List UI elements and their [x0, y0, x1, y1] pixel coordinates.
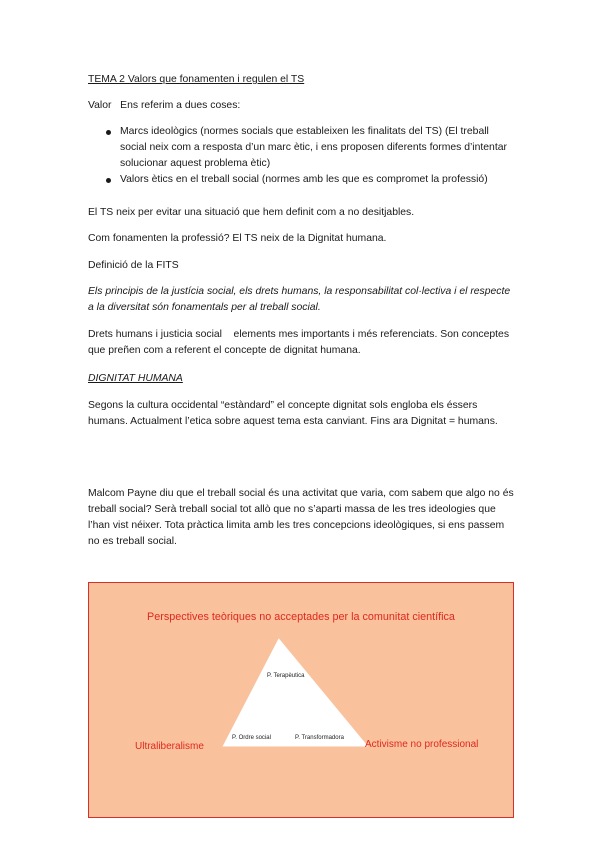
valor-text: Ens referim a dues coses: — [120, 100, 241, 111]
ts-neix-paragraph: El TS neix per evitar una situació que hem definit com a no desitjables. — [88, 207, 415, 218]
dignitat-paragraph: Segons la cultura occidental “estàndard” el concepte dignitat sols engloba els éssers humans. Actualment l’etica sobre aquest tema esta canviant. Fins ara Dignitat = humans. — [88, 400, 498, 427]
bullet-list — [88, 124, 518, 188]
page-title: TEMA 2 Valors que fonamenten i regulen el TS — [88, 74, 305, 85]
list-item-text: Valors ètics en el treball social (normes amb les que es compromet la professió) — [120, 174, 488, 185]
valor-paragraph — [88, 98, 518, 114]
drets-label: Drets humans i justicia social — [88, 329, 222, 340]
fits-quote: Els principis de la justícia social, els drets humans, la responsabilitat col·lectiva i el respecte a la diversitat són fonamentals per al treball social. — [88, 286, 511, 313]
fonamenten-paragraph: Com fonamenten la professió? El TS neix de la Dignitat humana. — [88, 233, 387, 244]
vertex-terapeutica: P. Terapèutica — [267, 673, 305, 679]
payne-paragraph: Malcom Payne diu que el treball social és una activitat que varia, com sabem que algo no és treball social? Serà treball social tot allò que no s’aparti massa de les tres ideologies que l’han vist néixer. Tota pràctica limita amb les tres concepcions ideològiques, si ens passem no es treball social. — [88, 488, 514, 547]
dignitat-heading: DIGNITAT HUMANA — [88, 373, 183, 384]
vertex-ordre-social: P. Ordre social — [232, 735, 271, 741]
vertex-transformadora: P. Transformadora — [295, 735, 344, 741]
perspectives-diagram — [88, 582, 514, 818]
list-item — [88, 172, 518, 188]
ideology-triangle — [225, 641, 365, 745]
label-ultraliberalisme: Ultraliberalisme — [135, 741, 204, 752]
diagram-title: Perspectives teòriques no acceptades per la comunitat científica — [147, 611, 455, 623]
list-item — [88, 124, 518, 172]
drets-paragraph — [88, 327, 518, 359]
list-item-text: Marcs ideològics (normes socials que estableixen les finalitats del TS) (El treball social neix com a resposta d’un marc ètic, i ens proposen diferents formes d’intentar solucionar aquest problema ètic) — [120, 126, 507, 169]
label-activisme: Activisme no professional — [365, 739, 479, 750]
drets-text: elements mes importants i més referenciats. Son conceptes que preñen com a referent el concepte de dignitat humana. — [88, 329, 510, 356]
fits-label: Definició de la FITS — [88, 260, 179, 271]
bullet-icon — [106, 130, 111, 135]
bullet-icon — [106, 178, 111, 183]
valor-label: Valor — [88, 100, 112, 111]
